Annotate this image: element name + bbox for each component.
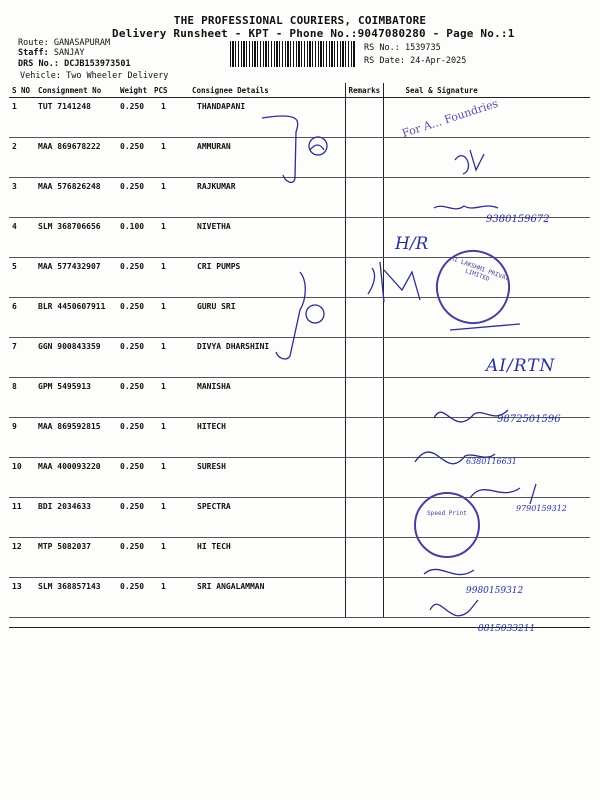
cell-consignee: GURU SRI	[189, 298, 345, 338]
cell-pcs: 1	[151, 538, 189, 578]
cell-pcs: 1	[151, 498, 189, 538]
vehicle-value: Two Wheeler Delivery	[66, 71, 169, 81]
cell-weight: 0.250	[117, 498, 151, 538]
cell-weight: 0.250	[117, 578, 151, 618]
cell-consignment: MAA 869592815	[35, 418, 117, 458]
cell-consignment: MTP 5082037	[35, 538, 117, 578]
cell-consignment: GGN 900843359	[35, 338, 117, 378]
ai-rtn-note: AI/RTN	[486, 356, 556, 376]
cell-weight: 0.250	[117, 98, 151, 138]
cell-sno: 9	[9, 418, 35, 458]
cell-consignee: SRI ANGALAMMAN	[189, 578, 345, 618]
col-pcs: PCS	[151, 83, 189, 98]
cell-consignee: RAJKUMAR	[189, 178, 345, 218]
phone-note-row10: 6380116631	[466, 457, 517, 466]
cell-pcs: 1	[151, 578, 189, 618]
cell-consignee: THANDAPANI	[189, 98, 345, 138]
cell-sno: 11	[9, 498, 35, 538]
staff-label: Staff:	[18, 48, 49, 58]
cell-weight: 0.100	[117, 218, 151, 258]
cell-pcs: 1	[151, 418, 189, 458]
cell-sno: 12	[9, 538, 35, 578]
cell-weight: 0.250	[117, 298, 151, 338]
cell-pcs: 1	[151, 98, 189, 138]
cell-pcs: 1	[151, 378, 189, 418]
company-stamp-top: For A... Foundries	[400, 96, 500, 141]
route-label: Route:	[18, 38, 49, 48]
cell-consignee: HI TECH	[189, 538, 345, 578]
cell-weight: 0.250	[117, 338, 151, 378]
cell-consignee: HITECH	[189, 418, 345, 458]
cell-weight: 0.250	[117, 458, 151, 498]
cell-sno: 6	[9, 298, 35, 338]
cell-consignee: NIVETHA	[189, 218, 345, 258]
col-seal: Seal & Signature	[383, 83, 590, 98]
cell-consignment: MAA 577432907	[35, 258, 117, 298]
cell-pcs: 1	[151, 338, 189, 378]
cell-sno: 8	[9, 378, 35, 418]
cell-consignment: GPM 5495913	[35, 378, 117, 418]
cell-consignee: SPECTRA	[189, 498, 345, 538]
cell-consignment: TUT 7141248	[35, 98, 117, 138]
vehicle-label: Vehicle:	[20, 71, 61, 81]
cell-sno: 13	[9, 578, 35, 618]
cell-sno: 1	[9, 98, 35, 138]
drs-value: DCJB153973501	[64, 59, 131, 69]
cell-weight: 0.250	[117, 418, 151, 458]
cell-sno: 10	[9, 458, 35, 498]
rs-date-label: RS Date:	[364, 56, 405, 66]
drs-label: DRS No.:	[18, 59, 59, 69]
hr-note: H/R	[395, 234, 429, 254]
staff-value: SANJAY	[53, 48, 85, 58]
cell-consignee: MANISHA	[189, 378, 345, 418]
cell-sno: 5	[9, 258, 35, 298]
cell-pcs: 1	[151, 138, 189, 178]
col-weight: Weight	[117, 83, 151, 98]
phone-note-row11: 9790159312	[516, 504, 567, 513]
cell-sno: 3	[9, 178, 35, 218]
company-title: THE PROFESSIONAL COURIERS, COIMBATORE	[173, 14, 427, 27]
cell-weight: 0.250	[117, 178, 151, 218]
cell-consignment: SLM 368706656	[35, 218, 117, 258]
cell-pcs: 1	[151, 298, 189, 338]
cell-consignee: AMMURAN	[189, 138, 345, 178]
cell-consignment: BDI 2034633	[35, 498, 117, 538]
cell-consignee: SURESH	[189, 458, 345, 498]
cell-consignment: MAA 576826248	[35, 178, 117, 218]
cell-sno: 4	[9, 218, 35, 258]
rs-no-label: RS No.:	[364, 43, 400, 53]
cell-consignment: MAA 400093220	[35, 458, 117, 498]
cell-consignee: DIVYA DHARSHINI	[189, 338, 345, 378]
phone-note-row9: 9872501596	[497, 414, 561, 425]
route-value: GANASAPURAM	[53, 38, 111, 48]
cell-sno: 2	[9, 138, 35, 178]
phone-note-row13: 8815033211	[478, 624, 536, 634]
col-remarks: Remarks	[345, 83, 383, 98]
cell-consignment: SLM 368857143	[35, 578, 117, 618]
rs-date-value: 24-Apr-2025	[410, 56, 467, 66]
cell-consignment: BLR 4450607911	[35, 298, 117, 338]
cell-pcs: 1	[151, 218, 189, 258]
phone-note-row12: 9980159312	[466, 586, 524, 596]
cell-sno: 7	[9, 338, 35, 378]
cell-pcs: 1	[151, 178, 189, 218]
cell-pcs: 1	[151, 258, 189, 298]
cell-weight: 0.250	[117, 538, 151, 578]
company-stamp-round: SRI LAKSHMI PRIVATE LIMITED	[426, 240, 521, 335]
company-stamp-bottom: Speed Print	[414, 492, 480, 558]
cell-weight: 0.250	[117, 138, 151, 178]
col-sno: S NO	[9, 83, 35, 98]
cell-weight: 0.250	[117, 378, 151, 418]
rs-no-value: 1539735	[404, 43, 441, 53]
cell-weight: 0.250	[117, 258, 151, 298]
cell-consignee: CRI PUMPS	[189, 258, 345, 298]
runsheet-title: Delivery Runsheet - KPT - Phone No.:9047080280 - Page No.:1	[112, 27, 515, 40]
phone-note-row4: 9380159672	[486, 214, 550, 225]
cell-pcs: 1	[151, 458, 189, 498]
col-consignee: Consignee Details	[189, 83, 345, 98]
col-consignment: Consignment No	[35, 83, 117, 98]
cell-consignment: MAA 869678222	[35, 138, 117, 178]
